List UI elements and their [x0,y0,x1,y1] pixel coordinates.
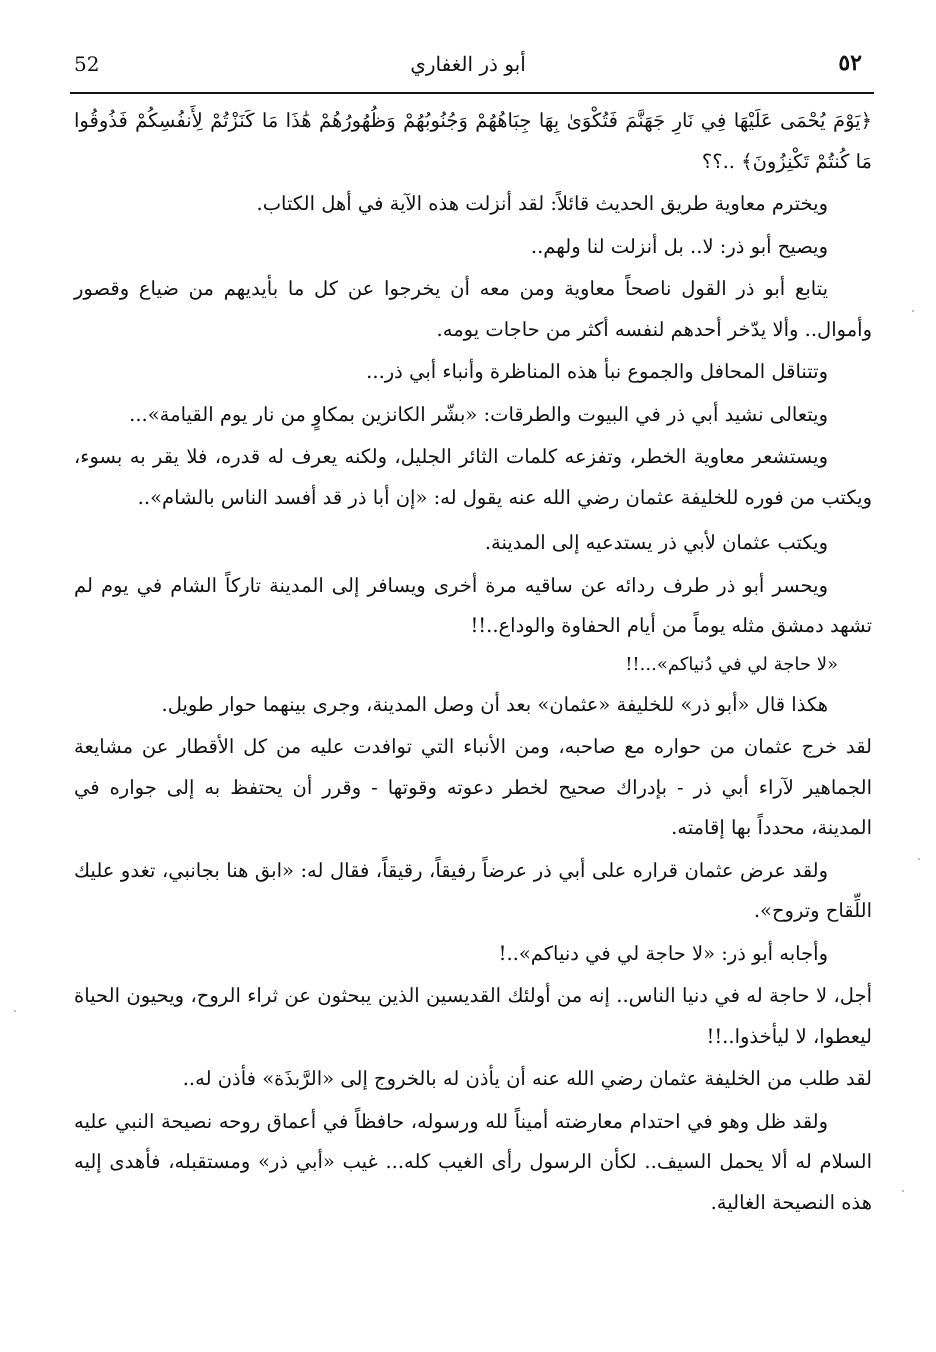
paragraph: ويكتب عثمان لأبي ذر يستدعيه إلى المدينة. [484,531,828,554]
paragraph: ويخترم معاوية طريق الحديث قائلاً: لقد أنزلت هذه الآية في أهل الكتاب. [256,192,828,215]
paragraph: ويتعالى نشيد أبي ذر في البيوت والطرقات: «بشّر الكانزين بمكاوٍ من نار يوم القيامة»... [129,402,828,426]
paragraph: لقد خرج عثمان من حواره مع صاحبه، ومن الأنباء التي توافدت عليه من كل الأقطار عن مشايعة الجماهير لآراء أبي ذر - بإدراك صحيح لخطر دعوته وقوتها - وقرر أن يحتفظ به إلى جواره في المدينة، محدداً بها إقامته. [74,735,872,839]
paragraph: ويستشعر معاوية الخطر، وتفزعه كلمات الثائر الجليل، ولكنه يعرف له قدره، فلا يقر به بسوء، ويكتب من فوره للخليفة عثمان رضي الله عنه يقول له: «إن أبا ذر قد أفسد الناس بالشام».. [74,445,872,509]
paragraph: وتتناقل المحافل والجموع نبأ هذه المناظرة وأنباء أبي ذر... [366,360,828,383]
paragraph: ولقد عرض عثمان قراره على أبي ذر عرضاً رفيقاً، رقيقاً، فقال له: «ابق هنا بجانبي، تغدو عليك اللِّقاح وتروح». [74,858,872,922]
scan-speck [918,858,920,860]
paragraph: أجل، لا حاجة له في دنيا الناس.. إنه من أولئك القديسين الذين يبحثون عن ثراء الروح، ويحيون الحياة ليعطوا، لا ليأخذوا..!! [74,984,872,1048]
page-header [70,50,866,90]
paragraph: لقد طلب من الخليفة عثمان رضي الله عنه أن يأذن له بالخروج إلى «الرَّبذَة» فأذن له.. [182,1067,872,1090]
quote-line: «لا حاجة لي في دُنياكم»...!! [625,653,838,675]
scan-speck [912,310,914,312]
paragraph: هكذا قال «أبو ذر» للخليفة «عثمان» بعد أن وصل المدينة، وجرى بينهما حوار طويل. [161,692,828,716]
scan-speck [14,1010,16,1012]
running-title: أبو ذر الغفاري [410,52,526,76]
header-rule [70,92,874,94]
paragraph: يتابع أبو ذر القول ناصحاً معاوية ومن معه أن يخرجوا عن كل ما بأيديهم من ضياع وقصور وأموال.. وألا يدّخر أحدهم لنفسه أكثر من حاجات يومه. [74,277,872,341]
page-number-arabic: ٥٢ [838,50,862,76]
quran-verse: ﴿يَوْمَ يُحْمَى عَلَيْهَا فِي نَارِ جَهَنَّمَ فَتُكْوَىٰ بِهَا جِبَاهُهُمْ وَجُنُوبُهُمْ وَظُهُورُهُمْ هَٰذَا مَا كَنَزْتُمْ لِأَنفُسِكُمْ فَذُوقُوا مَا كُنتُمْ تَكْنِزُونَ﴾ ..؟؟ [74,109,872,173]
scan-speck [902,1190,904,1192]
paragraph: ويصيح أبو ذر: لا.. بل أنزلت لنا ولهم.. [530,234,828,258]
paragraph: ويحسر أبو ذر طرف ردائه عن ساقيه مرة أخرى ويسافر إلى المدينة تاركاً الشام في يوم لم تشهد دمشق مثله يوماً من أيام الحفاوة والوداع..!! [74,573,872,637]
paragraph: وأجابه أبو ذر: «لا حاجة لي في دنياكم»..! [498,941,828,965]
page-body [74,100,872,1223]
page-number-latin: 52 [74,52,100,76]
paragraph: ولقد ظل وهو في احتدام معارضته أميناً لله ورسوله، حافظاً في أعماق روحه نصيحة النبي عليه السلام له ألا يحمل السيف.. لكأن الرسول رأى الغيب كله... غيب «أبي ذر» ومستقبله، فأهدى إليه هذه النصيحة الغالية. [74,1109,872,1214]
